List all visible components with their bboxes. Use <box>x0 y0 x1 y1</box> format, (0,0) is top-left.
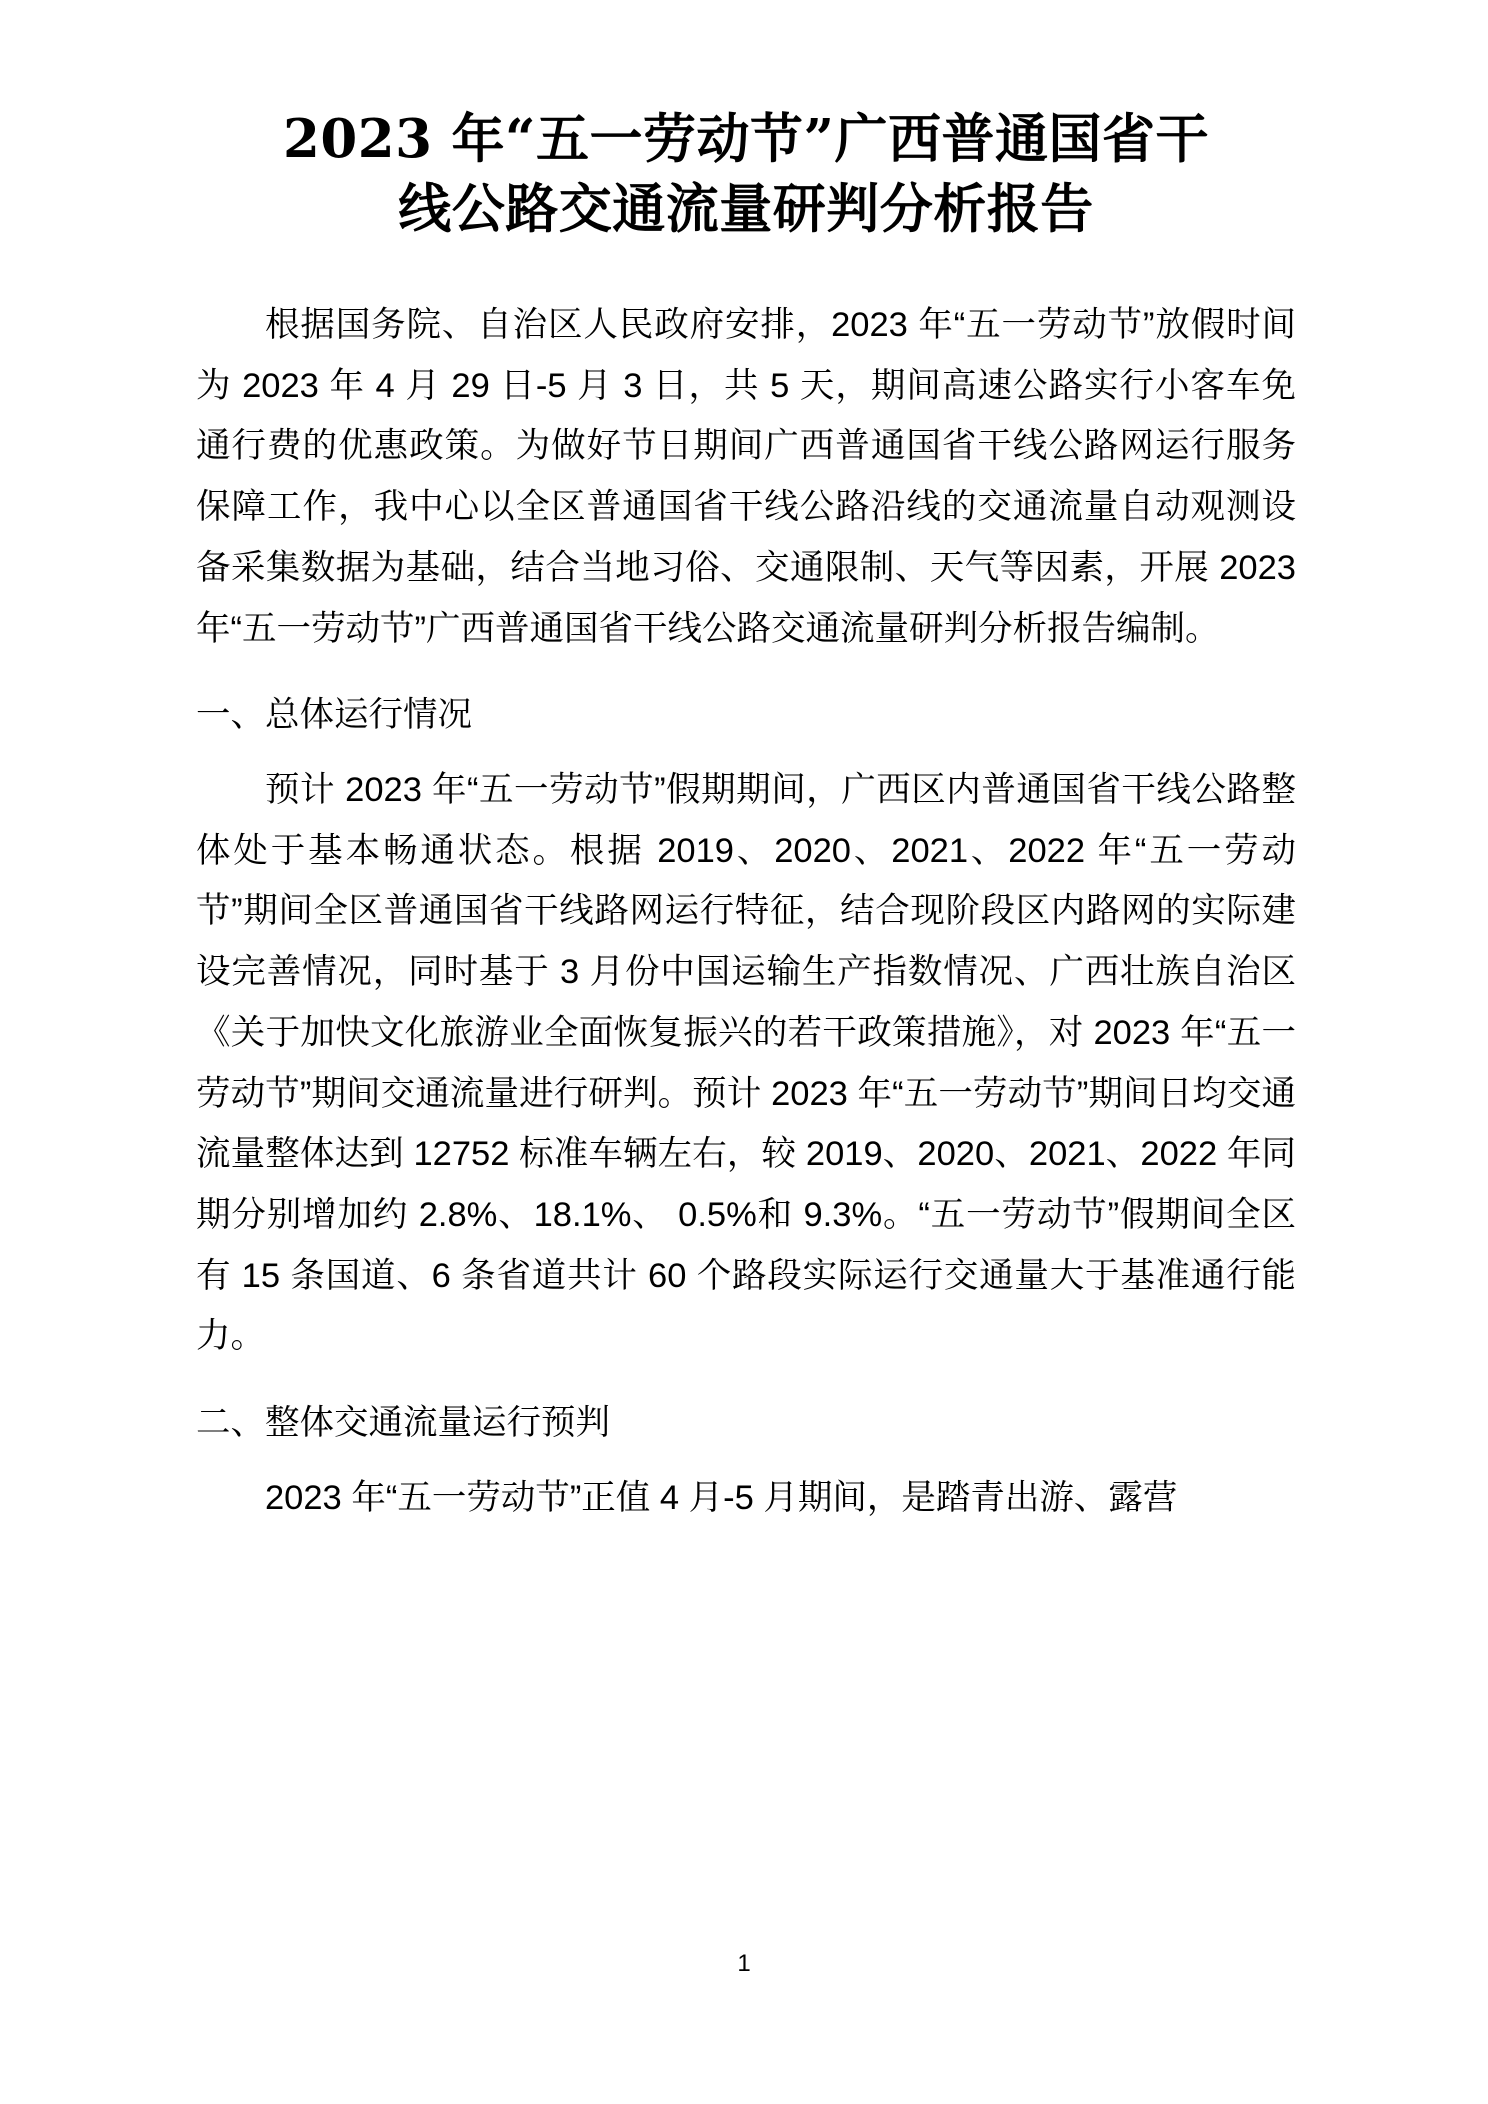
page-title <box>196 104 1296 245</box>
spacer-before-heading-2 <box>196 1367 1296 1393</box>
spacer-title <box>196 249 1296 295</box>
page-number: 1 <box>737 1950 751 1977</box>
section-heading-2: 二、整体交通流量运行预判 <box>196 1404 610 1443</box>
paragraph-intro: 根据国务院、自治区人民政府安排，2023 年“五一劳动节”放假时间为 2023 年 4 月 29 日-5 月 3 日，共 5 天，期间高速公路实行小客车免通行费的优惠政策。为做好节日期间广西普通国省干线公路网运行服务保障工作，我中心以全区普通国省干线公路沿线的交通流量自动观测设备采集数据为基础，结合当地习俗、交通限制、天气等因素，开展 2023 年“五一劳动节”广西普通国省干线公路交通流量研判分析报告编制。 <box>196 305 1296 648</box>
title-line-1: 2023 年“五一劳动节”广西普通国省干 <box>283 108 1209 170</box>
title-line-2: 线公路交通流量研判分析报告 <box>398 178 1094 241</box>
spacer-after-heading-2 <box>196 1454 1296 1468</box>
page-content <box>196 104 1296 1529</box>
section-heading-1: 一、总体运行情况 <box>196 696 472 735</box>
spacer-before-heading-1 <box>196 659 1296 685</box>
paragraph-overall-operation: 预计 2023 年“五一劳动节”假期期间，广西区内普通国省干线公路整体处于基本畅通状态。根据 2019、2020、2021、2022 年“五一劳动节”期间全区普通国省干线路网运行特征，结合现阶段区内路网的实际建设完善情况，同时基于 3 月份中国运输生产指数情况、广西壮族自治区《关于加快文化旅游业全面恢复振兴的若干政策措施》，对 2023 年“五一劳动节”期间交通流量进行研判。预计 2023 年“五一劳动节”期间日均交通流量整体达到 12752 标准车辆左右，较 2019、2020、2021、2022 年同期分别增加约 2.8%、18.1%、 0.5%和 9.3%。“五一劳动节”假期间全区有 15 条国道、6 条省道共计 60 个路段实际运行交通量大于基准通行能力。 <box>196 771 1296 1356</box>
spacer-after-heading-1 <box>196 746 1296 760</box>
paragraph-flow-forecast: 2023 年“五一劳动节”正值 4 月-5 月期间，是踏青出游、露营 <box>265 1478 1178 1517</box>
